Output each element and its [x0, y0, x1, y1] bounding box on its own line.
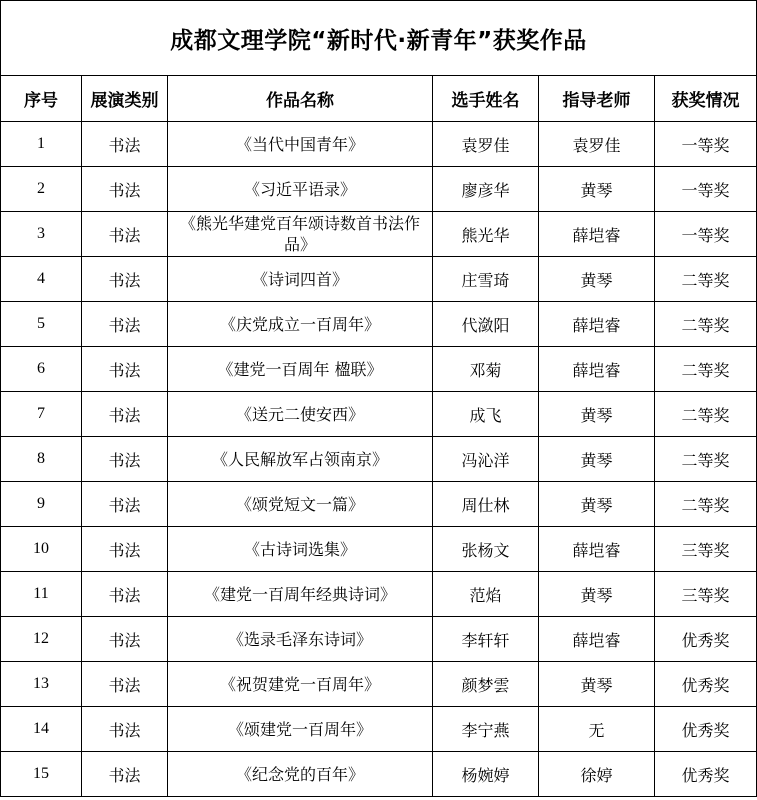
cell-student: 杨婉婷 — [433, 752, 539, 797]
cell-teacher: 黄琴 — [539, 662, 655, 707]
cell-student: 李轩轩 — [433, 617, 539, 662]
cell-teacher: 黄琴 — [539, 392, 655, 437]
cell-award: 二等奖 — [655, 482, 757, 527]
cell-no: 5 — [1, 302, 82, 347]
cell-award: 三等奖 — [655, 527, 757, 572]
cell-category: 书法 — [82, 167, 168, 212]
cell-category: 书法 — [82, 617, 168, 662]
table-row — [1, 527, 757, 572]
cell-teacher: 黄琴 — [539, 482, 655, 527]
cell-work: 《送元二使安西》 — [168, 392, 433, 437]
cell-student: 邓菊 — [433, 347, 539, 392]
table-row — [1, 167, 757, 212]
cell-category: 书法 — [82, 482, 168, 527]
cell-teacher: 黄琴 — [539, 167, 655, 212]
table-row — [1, 707, 757, 752]
cell-work: 《建党一百周年经典诗词》 — [168, 572, 433, 617]
cell-teacher: 薛垲睿 — [539, 302, 655, 347]
table-row — [1, 347, 757, 392]
cell-teacher: 黄琴 — [539, 437, 655, 482]
cell-award: 优秀奖 — [655, 662, 757, 707]
table-row — [1, 212, 757, 257]
table-row — [1, 752, 757, 797]
cell-work: 《当代中国青年》 — [168, 122, 433, 167]
cell-award: 优秀奖 — [655, 707, 757, 752]
table-row — [1, 257, 757, 302]
cell-category: 书法 — [82, 662, 168, 707]
cell-student: 冯沁洋 — [433, 437, 539, 482]
table-row — [1, 572, 757, 617]
cell-work: 《熊光华建党百年颂诗数首书法作品》 — [168, 212, 433, 257]
cell-teacher: 薛垲睿 — [539, 617, 655, 662]
cell-category: 书法 — [82, 257, 168, 302]
cell-category: 书法 — [82, 707, 168, 752]
cell-teacher: 薛垲睿 — [539, 527, 655, 572]
cell-student: 李宁燕 — [433, 707, 539, 752]
cell-category: 书法 — [82, 212, 168, 257]
header-teacher: 指导老师 — [539, 76, 655, 122]
cell-category: 书法 — [82, 122, 168, 167]
cell-award: 三等奖 — [655, 572, 757, 617]
cell-teacher: 薛垲睿 — [539, 212, 655, 257]
cell-student: 廖彦华 — [433, 167, 539, 212]
cell-no: 15 — [1, 752, 82, 797]
cell-award: 优秀奖 — [655, 617, 757, 662]
cell-no: 8 — [1, 437, 82, 482]
table-row — [1, 122, 757, 167]
cell-student: 周仕林 — [433, 482, 539, 527]
table-row — [1, 392, 757, 437]
cell-award: 二等奖 — [655, 347, 757, 392]
cell-no: 4 — [1, 257, 82, 302]
cell-work: 《习近平语录》 — [168, 167, 433, 212]
header-award: 获奖情况 — [655, 76, 757, 122]
cell-student: 范焰 — [433, 572, 539, 617]
cell-category: 书法 — [82, 347, 168, 392]
cell-award: 二等奖 — [655, 302, 757, 347]
cell-no: 13 — [1, 662, 82, 707]
cell-no: 10 — [1, 527, 82, 572]
cell-teacher: 徐婷 — [539, 752, 655, 797]
cell-award: 一等奖 — [655, 212, 757, 257]
cell-teacher: 黄琴 — [539, 572, 655, 617]
cell-no: 9 — [1, 482, 82, 527]
header-student: 选手姓名 — [433, 76, 539, 122]
cell-award: 一等奖 — [655, 167, 757, 212]
cell-teacher: 黄琴 — [539, 257, 655, 302]
cell-student: 张杨文 — [433, 527, 539, 572]
cell-no: 12 — [1, 617, 82, 662]
header-category: 展演类别 — [82, 76, 168, 122]
cell-no: 14 — [1, 707, 82, 752]
cell-teacher: 无 — [539, 707, 655, 752]
header-row — [1, 76, 757, 122]
table-row — [1, 617, 757, 662]
table-row — [1, 662, 757, 707]
cell-award: 二等奖 — [655, 257, 757, 302]
cell-category: 书法 — [82, 752, 168, 797]
cell-no: 2 — [1, 167, 82, 212]
table-row — [1, 482, 757, 527]
cell-award: 优秀奖 — [655, 752, 757, 797]
cell-award: 二等奖 — [655, 437, 757, 482]
cell-student: 颜梦雲 — [433, 662, 539, 707]
cell-work: 《庆党成立一百周年》 — [168, 302, 433, 347]
cell-no: 7 — [1, 392, 82, 437]
cell-teacher: 薛垲睿 — [539, 347, 655, 392]
cell-work: 《颂党短文一篇》 — [168, 482, 433, 527]
header-work: 作品名称 — [168, 76, 433, 122]
cell-teacher: 袁罗佳 — [539, 122, 655, 167]
cell-work: 《选录毛泽东诗词》 — [168, 617, 433, 662]
cell-student: 熊光华 — [433, 212, 539, 257]
cell-work: 《纪念党的百年》 — [168, 752, 433, 797]
cell-work: 《古诗词选集》 — [168, 527, 433, 572]
cell-category: 书法 — [82, 527, 168, 572]
cell-category: 书法 — [82, 437, 168, 482]
cell-student: 袁罗佳 — [433, 122, 539, 167]
cell-work: 《祝贺建党一百周年》 — [168, 662, 433, 707]
cell-student: 成飞 — [433, 392, 539, 437]
cell-no: 3 — [1, 212, 82, 257]
cell-category: 书法 — [82, 302, 168, 347]
cell-work: 《颂建党一百周年》 — [168, 707, 433, 752]
cell-no: 6 — [1, 347, 82, 392]
cell-category: 书法 — [82, 572, 168, 617]
table-title: 成都文理学院“新时代·新青年”获奖作品 — [1, 1, 757, 76]
table-row — [1, 437, 757, 482]
cell-no: 1 — [1, 122, 82, 167]
cell-work: 《诗词四首》 — [168, 257, 433, 302]
table-row — [1, 302, 757, 347]
cell-work: 《建党一百周年 楹联》 — [168, 347, 433, 392]
title-row — [1, 1, 757, 76]
cell-work: 《人民解放军占领南京》 — [168, 437, 433, 482]
cell-award: 二等奖 — [655, 392, 757, 437]
cell-award: 一等奖 — [655, 122, 757, 167]
cell-student: 代潋阳 — [433, 302, 539, 347]
cell-category: 书法 — [82, 392, 168, 437]
cell-no: 11 — [1, 572, 82, 617]
header-no: 序号 — [1, 76, 82, 122]
cell-student: 庄雪琦 — [433, 257, 539, 302]
